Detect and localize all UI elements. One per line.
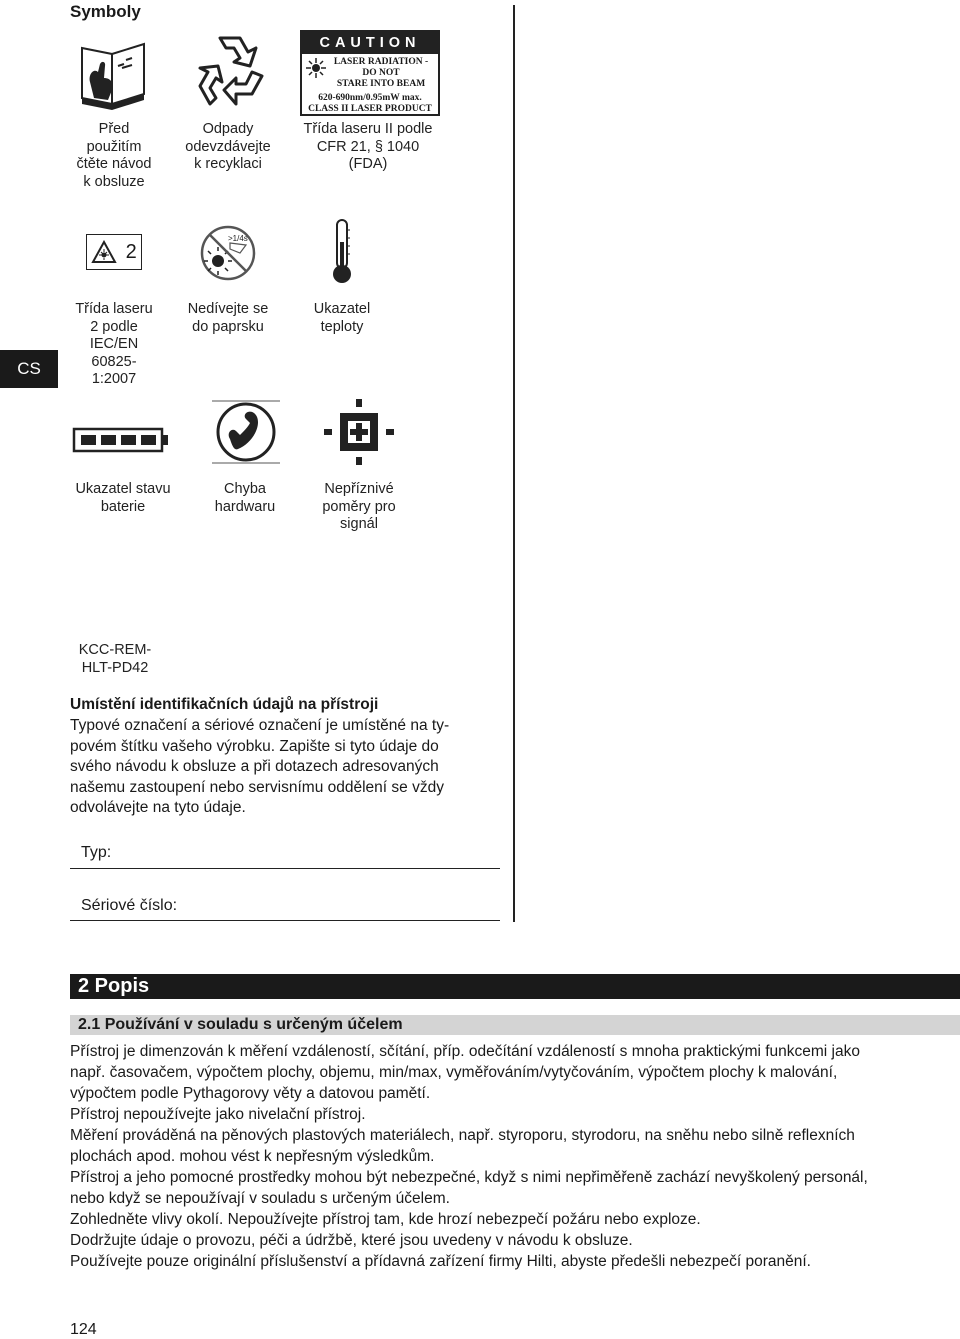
identification-line: našemu zastoupení nebo servisnímu oddělení se vždy: [70, 778, 444, 796]
identification-heading: Umístění identifikačních údajů na přístroji: [70, 696, 379, 713]
serial-field-line[interactable]: [70, 920, 500, 921]
serial-field-label: Sériové číslo:: [81, 897, 178, 914]
type-field-line[interactable]: [70, 868, 500, 869]
language-tab: CS: [0, 350, 58, 388]
kcc-certification: KCC-REM- HLT-PD42: [78, 642, 152, 676]
identification-line: povém štítku vašeho výrobku. Zapište si tyto údaje do: [70, 737, 439, 755]
body-line: např. časovačem, výpočtem plochy, objemu, min/max, vyměřováním/vytyčováním, výpočtem plochy k malování,: [70, 1064, 838, 1081]
subsection-title-bar: 2.1 Používání v souladu s určeným účelem: [70, 1015, 960, 1035]
signal-caption: Nepříznivé poměry pro signál: [322, 481, 396, 532]
identification-line: odvolávejte na tyto údaje.: [70, 799, 246, 816]
thermometer-icon: [330, 218, 354, 284]
hardware-error-icon: [210, 399, 282, 465]
body-line: plochách apod. mohou vést k nepřesným výsledkům.: [70, 1148, 435, 1165]
body-line: výpočtem podle Pythagorovy věty a datovou pamětí.: [70, 1085, 431, 1102]
identification-text: [70, 716, 500, 819]
body-line: Přístroj a jeho pomocné prostředky mohou být nebezpečné, když s nimi nepřiměřeně zachází nevyškolený personál,: [70, 1169, 868, 1186]
temperature-caption: Ukazatel teploty: [313, 301, 371, 335]
laser-class-number: 2: [125, 240, 137, 263]
body-line: Přístroj je dimenzován k měření vzdáleností, sčítání, příp. odečítání vzdáleností s mnoha praktickými funkcemi jako: [70, 1043, 860, 1060]
column-divider: [513, 5, 515, 922]
body-line: Zohledněte vlivy okolí. Nepoužívejte přístroj tam, kde hrozí nebezpečí požáru nebo exploze.: [70, 1211, 701, 1228]
body-line: Dodržujte údaje o provozu, péči a údržbě, které jsou uvedeny v návodu k obsluze.: [70, 1232, 633, 1249]
body-line: nebo když se nepoužívají v souladu s určeným účelem.: [70, 1190, 450, 1207]
recycle-icon: [190, 32, 270, 110]
page-number: 124: [70, 1321, 97, 1338]
caution-line-1: LASER RADIATION - DO NOT: [333, 57, 429, 78]
caution-heading: CAUTION: [302, 32, 438, 54]
identification-line: Typové označení a sériové označení je umístěné na ty-: [70, 717, 450, 734]
laser-warning-icon: [91, 240, 117, 264]
body-line: Měření prováděná na pěnových plastových materiálech, např. styroporu, styrodoru, na sněhu nebo silně reflexních: [70, 1127, 855, 1144]
section-heading-symbols: Symboly: [70, 2, 141, 21]
read-manual-caption: Před použitím čtěte návod k obsluze: [76, 121, 152, 190]
caution-line-2: STARE INTO BEAM: [336, 79, 426, 89]
caution-line-3: 620-690nm/0.95mW max.: [318, 93, 422, 103]
body-line: Přístroj nepoužívejte jako nivelační přístroj.: [70, 1106, 366, 1123]
battery-caption: Ukazatel stavu baterie: [75, 481, 171, 515]
no-stare-caption: Nedívejte se do paprsku: [187, 301, 269, 335]
hardware-error-caption: Chyba hardwaru: [214, 481, 276, 515]
battery-icon: [72, 426, 170, 454]
laser-class-2-badge: [86, 234, 142, 270]
no-stare-timing: >1/4s: [228, 234, 248, 243]
no-stare-icon: [200, 225, 256, 281]
body-line: Používejte pouze originální příslušenství a přídavná zařízení firmy Hilti, abyste předešli nebezpečí poranění.: [70, 1253, 811, 1270]
caution-label: [300, 30, 440, 116]
section-title-bar: 2 Popis: [70, 974, 960, 999]
type-field-label: Typ:: [81, 844, 112, 861]
laser-class-caption: Třída laseru 2 podle IEC/EN 60825-1:2007: [75, 301, 153, 387]
recycle-caption: Odpady odevzdávejte k recyklaci: [185, 121, 271, 172]
caution-line-4: CLASS II LASER PRODUCT: [308, 104, 432, 114]
laser-fda-caption: Třída laseru II podle CFR 21, § 1040 (FDA): [303, 121, 433, 172]
signal-conditions-icon: [324, 399, 394, 465]
identification-line: svého návodu k obsluze a při dotazech adresovaných: [70, 758, 439, 775]
read-manual-icon: [78, 38, 152, 110]
laser-starburst-icon: [305, 57, 327, 79]
